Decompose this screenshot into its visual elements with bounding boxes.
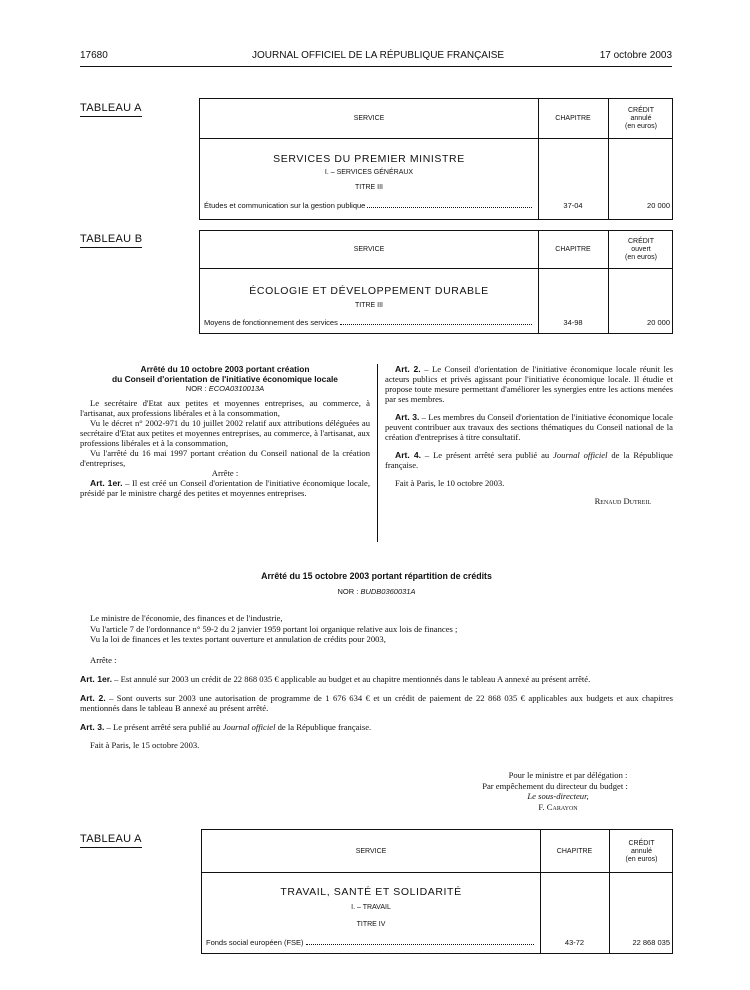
col-service: SERVICE bbox=[355, 847, 387, 855]
arrete1-right-column bbox=[385, 364, 673, 506]
table-a1-label: TABLEAU A bbox=[80, 102, 142, 117]
table-row-label: Moyens de fonctionnement des services bbox=[204, 318, 534, 327]
table-row-chapitre: 37-04 bbox=[563, 201, 583, 210]
arrete1-art3: Art. 3. – Les membres du Conseil d'orientation de l'initiative économique locale peuvent contribuer aux travaux des sections thématiques du Conseil national de la création d'entreprises à titre consultatif. bbox=[385, 412, 673, 442]
arrete2-title: Arrêté du 15 octobre 2003 portant répartition de crédits bbox=[261, 571, 492, 581]
arrete1-signature: Renaud Dutreil bbox=[594, 496, 651, 506]
arrete2-paragraph: Le ministre de l'économie, des finances et de l'industrie, bbox=[90, 613, 283, 623]
header-rule bbox=[80, 66, 672, 67]
table-row-label: Études et communication sur la gestion publique bbox=[204, 201, 534, 210]
arrete2-signature-block: Pour le ministre et par délégation : Par empêchement du directeur du budget : Le sous-directeur, F. Carayon bbox=[440, 770, 670, 812]
arrete2-art1: Art. 1er. – Est annulé sur 2003 un crédit de 22 868 035 € applicable au budget et au chapitre mentionnés dans le tableau A annexé au présent arrêté. bbox=[80, 674, 591, 684]
issue-date: 17 octobre 2003 bbox=[599, 50, 672, 61]
arrete1-left-column bbox=[80, 364, 370, 498]
arrete2-signature: F. Carayon bbox=[538, 801, 578, 812]
arrete1-title-1: Arrêté du 10 octobre 2003 portant création bbox=[140, 364, 310, 374]
arrete2-nor: NOR : BUDB0360031A bbox=[337, 587, 416, 596]
col-service: SERVICE bbox=[353, 115, 385, 122]
arrete1-nor: NOR : ECOA0310013A bbox=[185, 384, 265, 393]
col-service: SERVICE bbox=[353, 246, 385, 253]
arrete2-art2: Art. 2. – Sont ouverts sur 2003 une autorisation de programme de 1 676 634 € et un crédit de paiement de 22 868 035 € applicables aux budgets et aux chapitres mentionnés dans le tableau B annexé au présent arrêté. bbox=[80, 692, 673, 713]
table-b bbox=[199, 230, 673, 334]
section-title: I. – SERVICES GÉNÉRAUX bbox=[324, 169, 414, 176]
titre-label: TITRE III bbox=[355, 302, 383, 309]
col-chapitre: CHAPITRE bbox=[555, 115, 591, 122]
col-credit: CRÉDIT ouvert (en euros) bbox=[625, 238, 657, 261]
ministry-title: SERVICES DU PREMIER MINISTRE bbox=[273, 153, 465, 165]
table-row-credit: 22 868 035 bbox=[632, 938, 670, 947]
ministry-title: ÉCOLOGIE ET DÉVELOPPEMENT DURABLE bbox=[249, 285, 489, 297]
titre-label: TITRE IV bbox=[356, 921, 386, 928]
arrete2-body bbox=[80, 613, 673, 751]
table-row-label: Fonds social européen (FSE) bbox=[206, 938, 536, 947]
page-number: 17680 bbox=[80, 50, 108, 61]
arrete1-arrete: Arrête : bbox=[211, 468, 239, 478]
table-row-credit: 20 000 bbox=[647, 318, 670, 327]
arrete1-paragraph: Vu l'arrêté du 16 mai 1997 portant création du Conseil national de la création d'entreprises, bbox=[80, 448, 370, 468]
ministry-title: TRAVAIL, SANTÉ ET SOLIDARITÉ bbox=[280, 886, 462, 898]
arrete2-art3: Art. 3. – Le présent arrêté sera publié au Journal officiel de la République française. bbox=[80, 721, 372, 732]
arrete2-paragraph: Vu l'article 7 de l'ordonnance n° 59-2 du 2 janvier 1959 portant loi organique relative aux lois de finances ; bbox=[90, 623, 458, 634]
col-credit: CRÉDIT annulé (en euros) bbox=[625, 839, 658, 863]
arrete2-fait: Fait à Paris, le 15 octobre 2003. bbox=[90, 740, 200, 750]
arrete1-fait: Fait à Paris, le 10 octobre 2003. bbox=[395, 478, 505, 488]
table-row-credit: 20 000 bbox=[647, 201, 670, 210]
table-row-chapitre: 43-72 bbox=[564, 938, 585, 947]
arrete1-art4: Art. 4. – Le présent arrêté sera publié au Journal officiel de la République française. bbox=[385, 450, 673, 470]
arrete1-paragraph: Le secrétaire d'Etat aux petites et moyennes entreprises, au commerce, à l'artisanat, aux professions libérales et à la consommation, bbox=[80, 398, 370, 418]
column-separator bbox=[377, 364, 378, 542]
col-credit: CRÉDIT annulé (en euros) bbox=[625, 107, 657, 130]
table-a1 bbox=[199, 98, 673, 220]
table-a2-label: TABLEAU A bbox=[80, 833, 142, 848]
titre-label: TITRE III bbox=[355, 184, 383, 191]
col-chapitre: CHAPITRE bbox=[555, 246, 591, 253]
journal-title: JOURNAL OFFICIEL DE LA RÉPUBLIQUE FRANÇAISE bbox=[252, 50, 505, 61]
col-chapitre: CHAPITRE bbox=[556, 847, 593, 855]
arrete2-paragraph: Vu la loi de finances et les textes portant ouverture et annulation de crédits pour 2003, bbox=[90, 634, 386, 644]
arrete1-title-2: du Conseil d'orientation de l'initiative économique locale bbox=[112, 374, 338, 384]
arrete1-paragraph: Vu le décret n° 2002-971 du 10 juillet 2002 relatif aux attributions déléguées au secrétaire d'Etat aux petites et moyennes entreprises, au commerce, à l'artisanat, aux professions libérales et à la consommation, bbox=[80, 418, 370, 448]
table-a2 bbox=[201, 829, 673, 954]
table-row-chapitre: 34-98 bbox=[563, 318, 583, 327]
table-b-label: TABLEAU B bbox=[80, 233, 142, 248]
arrete1-art2: Art. 2. – Le Conseil d'orientation de l'initiative économique locale réunit les acteurs publics et privés agissant pour l'initiative économique locale. Il étudie et propose toute mesure permettant d'améliorer les synergies entre les actions menées par ses membres. bbox=[385, 364, 673, 404]
arrete1-art1: Art. 1er. – Il est créé un Conseil d'orientation de l'initiative économique locale, présidé par le ministre chargé des petites et moyennes entreprises. bbox=[80, 478, 370, 498]
arrete2-arrete: Arrête : bbox=[90, 654, 117, 665]
section-title: I. – TRAVAIL bbox=[351, 904, 391, 911]
